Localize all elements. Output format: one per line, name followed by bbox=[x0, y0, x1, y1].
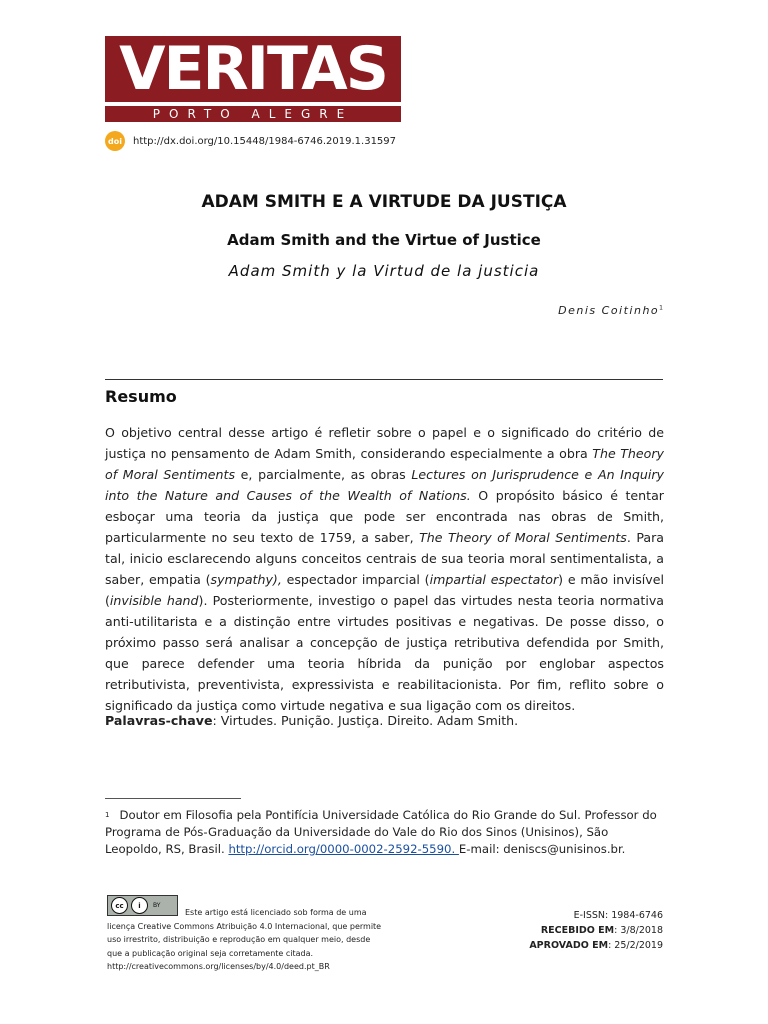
article-title-spanish: Adam Smith y la Virtud de la justicia bbox=[228, 262, 540, 280]
orcid-link[interactable]: http://orcid.org/0000-0002-2592-5590. bbox=[228, 842, 459, 856]
abstract-text: ). Posteriormente, investigo o papel das virtudes nesta teoria normativa anti-utilitarista e a distinção entre virtudes positivas e negativas. De posse disso, o próximo passo será analisar a concepção de justiça retributiva defendida por Smith, que parece defender uma teoria híbrida da punição por englobar aspectos retributivista, preventivista, expressivista e reabilitacionista. Por fim, reflito sobre o significado da justiça como virtude negativa e sua ligação com os direitos. bbox=[105, 593, 664, 713]
abstract-italic: impartial espectator bbox=[429, 572, 559, 587]
abstract-italic: The Theory of Moral Sentiments bbox=[105, 446, 664, 482]
logo-wordmark: VERITAS bbox=[105, 36, 401, 102]
eissn: E-ISSN: 1984-6746 bbox=[573, 910, 663, 921]
section-divider bbox=[105, 379, 663, 380]
abstract-text: . Para tal, inicio esclarecendo alguns conceitos centrais de sua teoria moral sentimentalista, a saber, empatia ( bbox=[105, 530, 664, 587]
footnote-mark: 1 bbox=[105, 811, 110, 819]
keywords bbox=[105, 713, 664, 728]
article-title-english: Adam Smith and the Virtue of Justice bbox=[227, 231, 541, 249]
cc-icon: cc bbox=[111, 897, 128, 914]
doi-icon: doi bbox=[105, 131, 125, 151]
logo-subtitle: PORTO ALEGRE bbox=[105, 106, 401, 122]
author-name bbox=[558, 304, 663, 317]
received-value: : 3/8/2018 bbox=[614, 925, 663, 936]
abstract-text: O propósito básico é tentar esboçar uma teoria da justiça que pode ser encontrada nas obras de Smith, particularmente no seu texto de 1759, a saber, bbox=[105, 488, 664, 545]
license-text: Este artigo está licenciado sob forma de uma licença Creative Commons Atribuição 4.0 Internacional, que permite uso irrestrito, distribuição e reprodução em qualquer meio, desde que a publicação original seja corretamente citada. http://creativecommons.org/licenses/by/4.0/deed.pt_BR bbox=[107, 908, 382, 971]
article-title: ADAM SMITH E A VIRTUDE DA JUSTIÇA bbox=[201, 192, 567, 212]
abstract-text: ) e mão invisível ( bbox=[105, 572, 664, 608]
approved-label: APROVADO EM bbox=[529, 940, 609, 951]
doi-link[interactable]: http://dx.doi.org/10.15448/1984-6746.2019.1.31597 bbox=[133, 135, 397, 147]
author-text: Denis Coitinho bbox=[558, 304, 660, 317]
footnote-divider bbox=[105, 798, 241, 799]
abstract-text: O objetivo central desse artigo é refletir sobre o papel e o significado do critério de justiça no pensamento de Adam Smith, considerando especialmente a obra bbox=[105, 425, 664, 461]
abstract-paragraph bbox=[105, 422, 664, 716]
by-label: BY bbox=[153, 902, 161, 909]
doi-line bbox=[105, 131, 396, 151]
received-date bbox=[529, 923, 663, 938]
footnote-text: Doutor em Filosofia pela Pontifícia Universidade Católica do Rio Grande do Sul. Professor do Programa de Pós-Graduação da Universidade do Vale do Rio dos Sinos (Unisinos), São Leopoldo, RS, Brasil. bbox=[105, 808, 657, 856]
attribution-icon: i bbox=[131, 897, 148, 914]
author-footnote-mark[interactable]: 1 bbox=[659, 304, 663, 312]
abstract-italic: Lectures on Jurisprudence e An Inquiry into the Nature and Causes of the Wealth of Nations. bbox=[105, 467, 664, 503]
abstract-body bbox=[105, 422, 664, 716]
footnote bbox=[105, 807, 664, 858]
keywords-list: : Virtudes. Punição. Justiça. Direito. Adam Smith. bbox=[212, 713, 519, 728]
abstract-italic: invisible hand bbox=[109, 593, 199, 608]
abstract-text: espectador imparcial ( bbox=[281, 572, 430, 587]
publication-meta bbox=[529, 908, 663, 953]
keywords-label: Palavras-chave bbox=[105, 713, 213, 728]
abstract-text: e, parcialmente, as obras bbox=[235, 467, 412, 482]
approved-date bbox=[529, 938, 663, 953]
abstract-italic: The Theory of Moral Sentiments bbox=[419, 530, 627, 545]
abstract-heading: Resumo bbox=[105, 387, 177, 406]
footnote-email: E-mail: deniscs@unisinos.br. bbox=[458, 842, 626, 856]
approved-value: : 25/2/2019 bbox=[608, 940, 663, 951]
journal-logo bbox=[105, 36, 401, 122]
abstract-italic: sympathy), bbox=[210, 572, 282, 587]
received-label: RECEBIDO EM bbox=[540, 925, 615, 936]
